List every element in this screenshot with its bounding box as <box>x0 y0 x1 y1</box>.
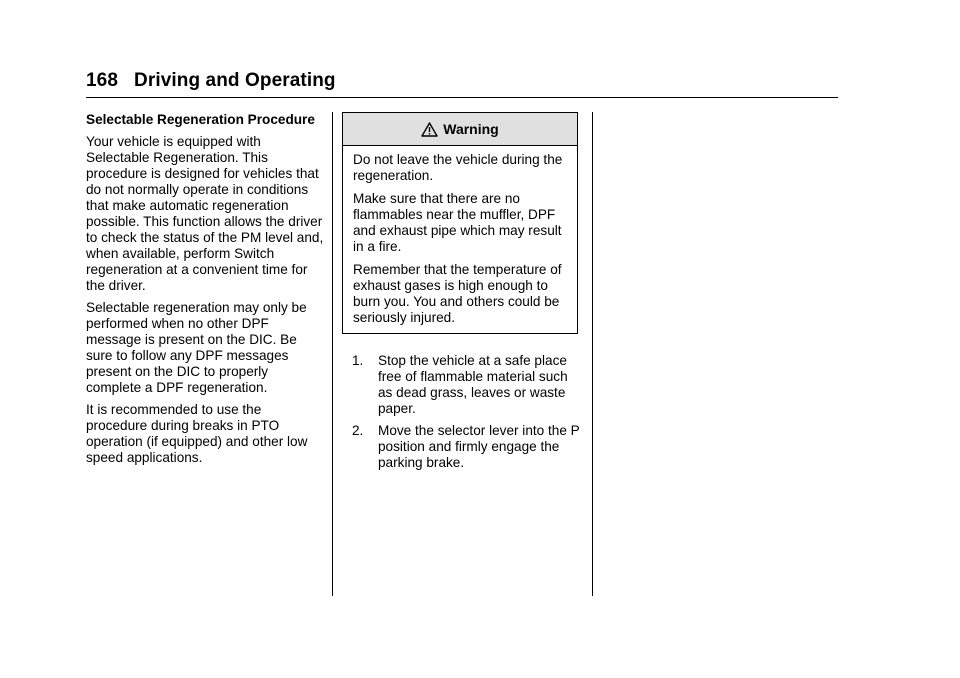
column-divider-right <box>592 112 593 596</box>
warning-title: Warning <box>443 121 499 137</box>
section-title: Driving and Operating <box>134 70 336 91</box>
step-text: Stop the vehicle at a safe place free of flammable material such as dead grass, leaves or waste paper. <box>378 353 568 416</box>
warning-box <box>342 112 578 334</box>
warning-paragraph: Remember that the temperature of exhaust gases is high enough to burn you. You and others could be seriously injured. <box>353 262 562 325</box>
section-heading: Selectable Regeneration Procedure <box>86 112 315 127</box>
page-header <box>86 70 336 92</box>
step-item <box>352 423 580 471</box>
header-divider <box>86 97 838 98</box>
paragraph-recommendation: It is recommended to use the procedure during breaks in PTO operation (if equipped) and other low speed applications. <box>86 402 308 465</box>
warning-header <box>343 113 577 146</box>
warning-paragraph: Do not leave the vehicle during the regeneration. <box>353 152 563 183</box>
left-column <box>86 112 324 472</box>
column-divider-left <box>332 112 333 596</box>
page-number: 168 <box>86 70 119 91</box>
step-number: 2. <box>352 423 364 438</box>
procedure-steps <box>352 353 580 477</box>
step-number: 1. <box>352 353 364 368</box>
warning-triangle-icon <box>421 122 438 137</box>
step-item <box>352 353 580 417</box>
warning-body <box>343 146 577 326</box>
paragraph-dpf-message: Selectable regeneration may only be performed when no other DPF message is present on the DIC. Be sure to follow any DPF messages present on the DIC to properly complete a DPF regeneration. <box>86 300 307 395</box>
step-text: Move the selector lever into the P position and firmly engage the parking brake. <box>378 423 580 470</box>
warning-paragraph: Make sure that there are no flammables near the muffler, DPF and exhaust pipe which may result in a fire. <box>353 191 562 254</box>
paragraph-intro: Your vehicle is equipped with Selectable Regeneration. This procedure is designed for vehicles that do not normally operate in conditions that make automatic regeneration possible. This function allows the driver to check the status of the PM level and, when available, perform Switch regeneration at a convenient time for the driver. <box>86 134 324 293</box>
